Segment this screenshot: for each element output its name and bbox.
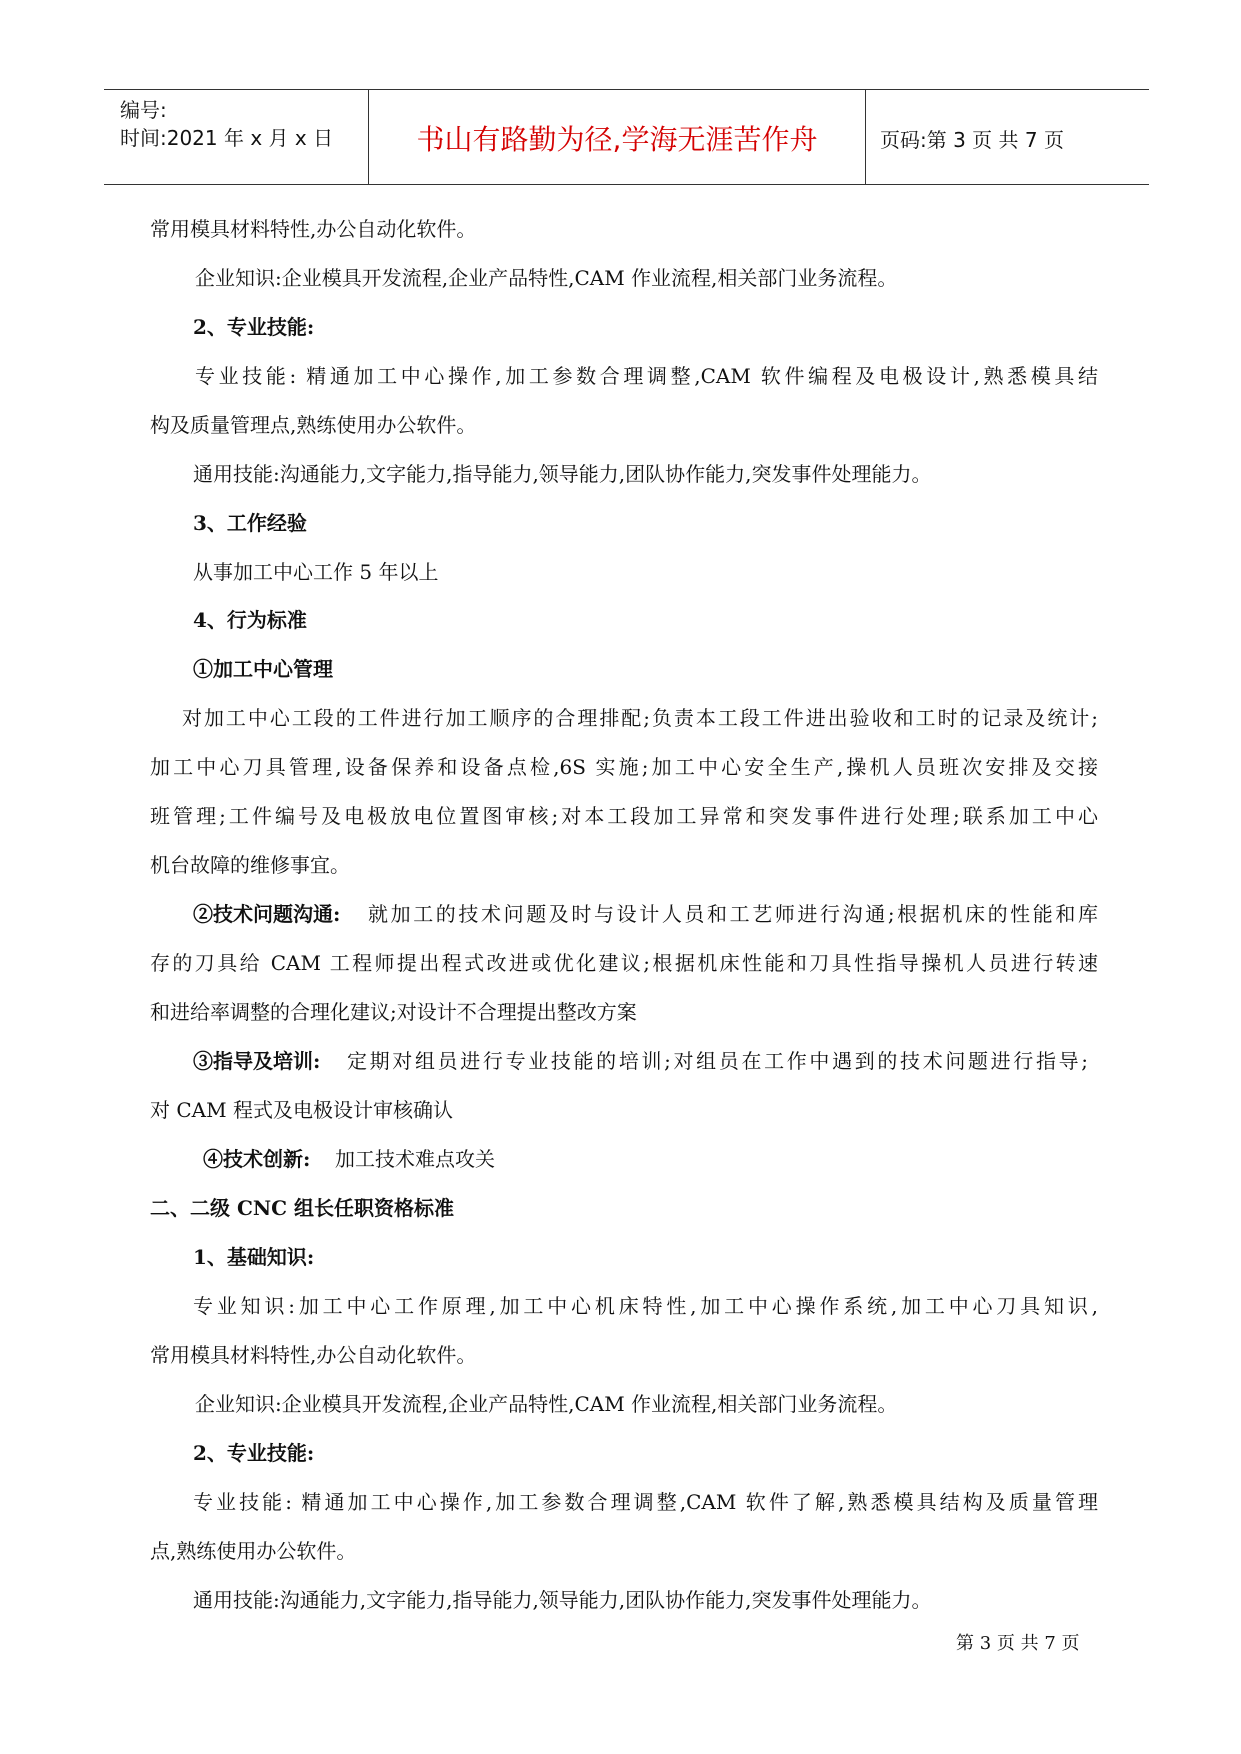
number-label: 编号: bbox=[120, 98, 167, 122]
subsection-heading: ①加工中心管理 bbox=[193, 657, 333, 681]
paragraph-line: 通用技能:沟通能力,文字能力,指导能力,领导能力,团队协作能力,突发事件处理能力。 bbox=[193, 1588, 932, 1612]
paragraph-line: 点,熟练使用办公软件。 bbox=[150, 1539, 357, 1563]
paragraph-line: 常用模具材料特性,办公自动化软件。 bbox=[150, 217, 477, 241]
page-footer: 第 3 页 共 7 页 bbox=[956, 1633, 1080, 1654]
subsection-heading: ④技术创新: bbox=[203, 1147, 311, 1171]
motto: 书山有路勤为径,学海无涯苦作舟 bbox=[416, 123, 818, 156]
section-heading: 2、专业技能: bbox=[193, 1441, 315, 1465]
paragraph-line: 常用模具材料特性,办公自动化软件。 bbox=[150, 1343, 477, 1367]
header-page-cell bbox=[866, 90, 1149, 184]
subsection-heading: ②技术问题沟通: bbox=[193, 902, 341, 926]
paragraph-line: 对 CAM 程式及电极设计审核确认 bbox=[150, 1098, 453, 1122]
chapter-heading: 二、二级 CNC 组长任职资格标准 bbox=[150, 1196, 455, 1220]
section-heading: 4、行为标准 bbox=[193, 608, 307, 632]
subsection-heading: ③指导及培训: bbox=[193, 1049, 321, 1073]
paragraph-line: 加工中心刀具管理,设备保养和设备点检,6S 实施;加工中心安全生产,操机人员班次安排及交接 bbox=[150, 755, 1098, 779]
header-info-cell bbox=[104, 90, 369, 184]
section-heading: 2、专业技能: bbox=[193, 315, 315, 339]
paragraph-line: 对加工中心工段的工件进行加工顺序的合理排配;负责本工段工件进出验收和工时的记录及统计; bbox=[182, 706, 1098, 730]
paragraph-line: 从事加工中心工作 5 年以上 bbox=[193, 560, 439, 584]
page-label: 页码:第 3 页 共 7 页 bbox=[880, 128, 1064, 152]
paragraph-line: 通用技能:沟通能力,文字能力,指导能力,领导能力,团队协作能力,突发事件处理能力。 bbox=[193, 462, 932, 486]
paragraph-line: 专业技能: 精通加工中心操作,加工参数合理调整,CAM 软件了解,熟悉模具结构及质量管理 bbox=[193, 1490, 1098, 1514]
paragraph-line: 定期对组员进行专业技能的培训;对组员在工作中遇到的技术问题进行指导; bbox=[347, 1049, 1088, 1073]
paragraph-line: 企业知识:企业模具开发流程,企业产品特性,CAM 作业流程,相关部门业务流程。 bbox=[195, 266, 898, 290]
paragraph-line: 班管理;工件编号及电极放电位置图审核;对本工段加工异常和突发事件进行处理;联系加工中心 bbox=[150, 804, 1098, 828]
paragraph-line: 和进给率调整的合理化建议;对设计不合理提出整改方案 bbox=[150, 1000, 637, 1024]
paragraph-line: 机台故障的维修事宜。 bbox=[150, 853, 350, 877]
paragraph-line: 存的刀具给 CAM 工程师提出程式改进或优化建议;根据机床性能和刀具性指导操机人员进行转速 bbox=[150, 951, 1098, 975]
time-label: 时间:2021 年 x 月 x 日 bbox=[120, 126, 334, 150]
paragraph-line: 专业知识:加工中心工作原理,加工中心机床特性,加工中心操作系统,加工中心刀具知识, bbox=[193, 1294, 1098, 1318]
section-heading: 3、工作经验 bbox=[193, 511, 307, 535]
header-motto-cell bbox=[369, 90, 866, 184]
paragraph-line: 加工技术难点攻关 bbox=[335, 1147, 495, 1171]
paragraph-line: 构及质量管理点,熟练使用办公软件。 bbox=[150, 413, 477, 437]
paragraph-line: 专业技能: 精通加工中心操作,加工参数合理调整,CAM 软件编程及电极设计,熟悉模具结 bbox=[195, 364, 1098, 388]
document-header bbox=[104, 89, 1149, 185]
paragraph-line: 企业知识:企业模具开发流程,企业产品特性,CAM 作业流程,相关部门业务流程。 bbox=[195, 1392, 898, 1416]
section-heading: 1、基础知识: bbox=[193, 1245, 315, 1269]
paragraph-line: 就加工的技术问题及时与设计人员和工艺师进行沟通;根据机床的性能和库 bbox=[368, 902, 1098, 926]
